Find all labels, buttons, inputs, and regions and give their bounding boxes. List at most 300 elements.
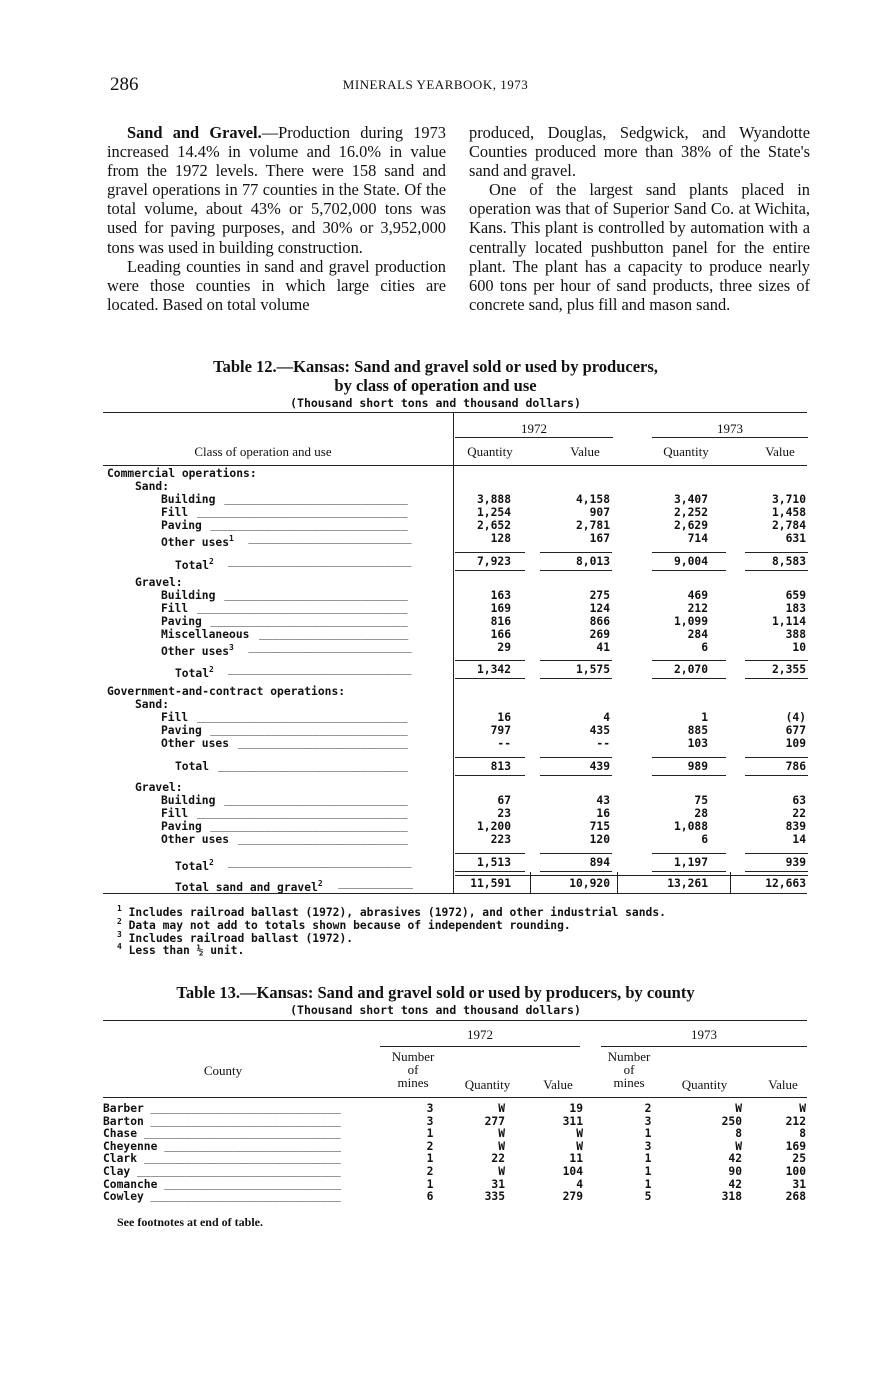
table-row-label bbox=[161, 533, 234, 549]
table-cell: 284 bbox=[687, 628, 708, 641]
column-heading: Value bbox=[543, 1077, 573, 1092]
table-row-label bbox=[161, 642, 234, 658]
sum-rule bbox=[540, 552, 612, 553]
table-cell: 1,575 bbox=[575, 663, 610, 676]
table-cell: 169 bbox=[490, 602, 511, 615]
table-row-label bbox=[175, 761, 209, 774]
leader-dots: _____________________________ bbox=[143, 1152, 341, 1165]
table-cell: 4 bbox=[576, 1177, 583, 1191]
row-label-text: Building bbox=[161, 589, 216, 602]
table-cell: 8,583 bbox=[771, 555, 806, 568]
table-cell: 4 bbox=[603, 711, 610, 724]
table-cell: 8 bbox=[735, 1127, 742, 1141]
table-cell: 11 bbox=[569, 1152, 583, 1166]
table-cell: 989 bbox=[687, 760, 708, 773]
row-label-text: Total bbox=[175, 558, 210, 572]
table-cell: 714 bbox=[687, 532, 708, 545]
table-row-label bbox=[161, 590, 215, 603]
table-row-label bbox=[107, 468, 257, 481]
table-cell: W bbox=[576, 1139, 583, 1153]
table-cell: 223 bbox=[490, 833, 511, 846]
table-cell: 269 bbox=[589, 628, 610, 641]
table-cell: 2,629 bbox=[673, 519, 708, 532]
column-heading: Quantity bbox=[681, 1077, 728, 1092]
sum-rule bbox=[455, 775, 525, 776]
sum-rule bbox=[540, 678, 612, 679]
leader-dots: _____________________________ bbox=[210, 615, 408, 627]
table-cell: 250 bbox=[721, 1114, 742, 1128]
county-name: Barton bbox=[103, 1114, 144, 1128]
footnote bbox=[117, 941, 244, 957]
column-heading-word: of bbox=[407, 1062, 419, 1077]
leader-dots: ____________________________ bbox=[150, 1102, 341, 1114]
table-cell: 16 bbox=[497, 711, 511, 724]
row-label-text: Other uses bbox=[161, 644, 230, 658]
table-cell: 31 bbox=[792, 1177, 806, 1191]
table-cell: 5 bbox=[644, 1190, 652, 1204]
column-heading: Value bbox=[570, 444, 600, 459]
text-column-left bbox=[107, 123, 446, 314]
row-label-text: Total sand and gravel bbox=[175, 880, 318, 894]
table-cell: 12,663 bbox=[765, 877, 806, 890]
table-row-label bbox=[161, 507, 188, 520]
table-cell: 2 bbox=[426, 1165, 434, 1178]
table-row-label bbox=[107, 686, 345, 699]
table-cell: 8 bbox=[799, 1127, 806, 1141]
year-heading: 1972 bbox=[521, 421, 547, 436]
section-heading: Sand and Gravel. bbox=[127, 123, 262, 142]
table-cell: (4) bbox=[785, 711, 806, 724]
column-divider bbox=[530, 872, 531, 893]
table-cell: 1,513 bbox=[476, 856, 511, 869]
table-cell: 1 bbox=[426, 1127, 434, 1141]
text-column-right bbox=[469, 123, 810, 314]
column-heading bbox=[380, 1050, 446, 1089]
year-heading: 1973 bbox=[717, 421, 743, 436]
table-cell: 816 bbox=[490, 615, 511, 628]
table-cell: -- bbox=[596, 737, 610, 750]
sum-rule bbox=[745, 552, 808, 553]
leader-dots: _____________________________ bbox=[210, 820, 408, 832]
sum-rule bbox=[540, 570, 612, 571]
table-cell: 23 bbox=[497, 807, 511, 820]
column-heading-word: mines bbox=[397, 1075, 429, 1090]
leader-dots: ______________________ bbox=[258, 628, 409, 640]
footnote-mark: 4 bbox=[117, 942, 122, 951]
table-cell: 25 bbox=[792, 1152, 806, 1166]
table-cell: 29 bbox=[497, 641, 511, 654]
sum-rule bbox=[455, 552, 525, 553]
table-cell: 631 bbox=[785, 532, 806, 545]
paragraph-text: —Production during 1973 increased 14.4% in volume and 16.0% in value from the 1972 levels. There were 158 sand and gravel operations in 77 counties in the State. Of the total volume, about 43% or 5,702,000 tons was used for paving purposes, and 30% or 3,952,000 tons was used in building construction. bbox=[107, 123, 446, 257]
table-cell: 3 bbox=[426, 1114, 434, 1128]
table-cell: 275 bbox=[589, 589, 610, 602]
year-heading: 1973 bbox=[691, 1027, 717, 1042]
leader-dots: _________________________ bbox=[238, 833, 409, 845]
leader-dots: ___________ bbox=[338, 877, 414, 889]
leader-dots: ___________________________ bbox=[224, 493, 408, 505]
table-cell: 9,004 bbox=[673, 555, 708, 568]
paragraph: produced, Douglas, Sedgwick, and Wyandotte Counties produced more than 38% of the State's sand and gravel. bbox=[469, 123, 810, 181]
table-cell: 2,652 bbox=[476, 519, 511, 532]
table12-top-rule bbox=[103, 412, 807, 413]
row-label-text: Total bbox=[175, 760, 210, 773]
row-label-text: Sand: bbox=[135, 480, 170, 493]
county-name: Comanche bbox=[103, 1177, 158, 1191]
footnote-ref: 3 bbox=[229, 643, 234, 652]
leader-dots: ____________________________ bbox=[217, 760, 408, 772]
column-divider bbox=[617, 872, 618, 893]
county-name: Chase bbox=[103, 1127, 138, 1141]
footnote-ref: 2 bbox=[209, 557, 214, 566]
leader-dots: __________________________ bbox=[164, 1177, 342, 1190]
table-cell: 67 bbox=[497, 794, 511, 807]
leader-dots: _____________________________ bbox=[210, 724, 408, 736]
table13-title: Table 13.—Kansas: Sand and gravel sold or used by producers, by county bbox=[176, 983, 695, 1002]
table-cell: 13,261 bbox=[667, 877, 708, 890]
sum-rule bbox=[745, 570, 808, 571]
table-cell: W bbox=[498, 1139, 505, 1153]
table-row-label bbox=[135, 577, 183, 590]
leader-dots: ___________________________ bbox=[224, 794, 408, 806]
row-label-text: Government-and-contract operations: bbox=[107, 685, 346, 698]
table-row-label bbox=[135, 481, 169, 494]
table-cell: 75 bbox=[694, 794, 708, 807]
table-cell: 109 bbox=[785, 737, 806, 750]
paragraph: Leading counties in sand and gravel production were those counties in which large cities are located. Based on total volume bbox=[107, 256, 446, 314]
table13-top-rule bbox=[103, 1020, 807, 1021]
see-footnotes-note: See footnotes at end of table. bbox=[117, 1215, 263, 1229]
table-row-label bbox=[161, 808, 188, 821]
row-label-text: Other uses bbox=[161, 833, 230, 846]
paragraph: One of the largest sand plants placed in operation was that of Superior Sand Co. at Wichita, Kans. This plant is controlled by automation with a centrally located pushbutton panel for the entire plant. The plant has a capacity to produce nearly 600 tons per hour of sand products, three sizes of concrete sand, plus fill and mason sand. bbox=[469, 180, 810, 314]
table-cell: 659 bbox=[785, 589, 806, 602]
sum-rule bbox=[652, 678, 726, 679]
table-cell: W bbox=[498, 1165, 505, 1178]
table-cell: 3 bbox=[644, 1114, 652, 1128]
sum-rule bbox=[540, 775, 612, 776]
table-cell: 3,710 bbox=[771, 493, 806, 506]
table13-subtitle: (Thousand short tons and thousand dollars) bbox=[290, 1003, 581, 1017]
footnote-text: Includes railroad ballast (1972), abrasives (1972), and other industrial sands. bbox=[121, 905, 666, 919]
row-label-text: Paving bbox=[161, 615, 202, 628]
sum-rule bbox=[652, 775, 726, 776]
table-row-label bbox=[135, 699, 169, 712]
table-cell: 1 bbox=[426, 1152, 434, 1166]
table-cell: 715 bbox=[589, 820, 610, 833]
table-cell: 1,197 bbox=[673, 856, 708, 869]
table-cell: 11,591 bbox=[470, 877, 511, 890]
table-cell: W bbox=[735, 1102, 742, 1115]
table-cell: 1,099 bbox=[673, 615, 708, 628]
table-cell: 1,114 bbox=[771, 615, 806, 628]
paragraph bbox=[107, 123, 446, 257]
table13-header-rule bbox=[103, 1097, 807, 1098]
sum-rule bbox=[540, 660, 612, 661]
sum-rule bbox=[455, 678, 525, 679]
table-row-label bbox=[175, 878, 323, 894]
table-cell: 4,158 bbox=[575, 493, 610, 506]
sum-rule bbox=[455, 660, 525, 661]
table-cell: 1 bbox=[701, 711, 708, 724]
table-cell: 1,200 bbox=[476, 820, 511, 833]
footnote-ref: 2 bbox=[317, 879, 323, 888]
table-cell: 677 bbox=[785, 724, 806, 737]
footnote-text: Less than ½ unit. bbox=[121, 943, 245, 957]
table-cell: 1,088 bbox=[673, 820, 708, 833]
row-label-text: Fill bbox=[161, 807, 189, 820]
table-cell: 2 bbox=[426, 1139, 434, 1153]
sum-rule bbox=[455, 570, 525, 571]
footnote-mark: 2 bbox=[117, 917, 122, 926]
row-label-text: Total bbox=[175, 859, 210, 873]
table-cell: 10 bbox=[792, 641, 806, 654]
year-rule bbox=[652, 437, 808, 438]
table12-subtitle: (Thousand short tons and thousand dollars) bbox=[290, 396, 581, 410]
sum-rule bbox=[652, 853, 726, 854]
leader-dots: _______________________________ bbox=[196, 807, 408, 819]
column-heading-word: mines bbox=[613, 1075, 645, 1090]
footnote-mark: 3 bbox=[117, 930, 122, 939]
table-cell: 1 bbox=[644, 1177, 652, 1191]
table-cell: 22 bbox=[491, 1152, 505, 1166]
row-label-text: Fill bbox=[161, 602, 189, 615]
table-cell: 31 bbox=[491, 1177, 505, 1191]
table-cell: 120 bbox=[589, 833, 610, 846]
year-rule bbox=[380, 1046, 580, 1047]
leader-dots: _______________________________ bbox=[196, 602, 408, 614]
table-cell: 1 bbox=[644, 1127, 652, 1141]
table-row-label bbox=[175, 857, 214, 873]
table-cell: 311 bbox=[562, 1114, 583, 1128]
table-cell: 104 bbox=[562, 1165, 583, 1178]
table-cell: 10,920 bbox=[569, 877, 610, 890]
table-cell: 894 bbox=[589, 856, 610, 869]
table-cell: 1 bbox=[644, 1152, 652, 1166]
county-name: Cowley bbox=[103, 1190, 144, 1204]
footnote-ref: 2 bbox=[209, 858, 214, 867]
table-cell: 8,013 bbox=[575, 555, 610, 568]
leader-dots: ________________________ bbox=[248, 532, 412, 544]
row-label-text: Paving bbox=[161, 724, 202, 737]
column-heading: Quantity bbox=[663, 444, 709, 459]
leader-dots: ___________________________ bbox=[227, 856, 412, 868]
leader-dots: _________________________ bbox=[238, 737, 409, 749]
table-row-label bbox=[161, 603, 188, 616]
table-cell: 939 bbox=[785, 856, 806, 869]
county-name: Cheyenne bbox=[103, 1139, 158, 1153]
table-row-label bbox=[161, 494, 215, 507]
table-cell: 169 bbox=[785, 1139, 806, 1153]
sum-rule bbox=[540, 853, 612, 854]
table-cell: 3,407 bbox=[673, 493, 708, 506]
table-cell: 2,784 bbox=[771, 519, 806, 532]
table-cell: 6 bbox=[701, 833, 708, 846]
table-cell: 3,888 bbox=[476, 493, 511, 506]
sum-rule bbox=[652, 871, 726, 872]
table-cell: 786 bbox=[785, 760, 806, 773]
table12-bottom-rule bbox=[103, 893, 807, 894]
leader-dots: ____________________________ bbox=[150, 1190, 341, 1203]
column-heading: County bbox=[203, 1063, 243, 1078]
sum-rule bbox=[540, 757, 612, 758]
table-cell: 1,458 bbox=[771, 506, 806, 519]
table-cell: 167 bbox=[589, 532, 610, 545]
footnote-text: Data may not add to totals shown because of independent rounding. bbox=[121, 918, 571, 932]
table-cell: 63 bbox=[792, 794, 806, 807]
table-cell: 2,252 bbox=[673, 506, 708, 519]
column-heading-word: Number bbox=[607, 1049, 651, 1064]
table-cell: 318 bbox=[721, 1190, 742, 1204]
column-heading: Class of operation and use bbox=[194, 444, 332, 459]
table-cell: W bbox=[498, 1127, 505, 1141]
county-name: Barber bbox=[103, 1102, 144, 1115]
table-row-label bbox=[161, 821, 202, 834]
table-cell: 388 bbox=[785, 628, 806, 641]
table-cell: 2,781 bbox=[575, 519, 610, 532]
table-cell: 103 bbox=[687, 737, 708, 750]
leader-dots: _____________________________ bbox=[143, 1127, 341, 1140]
table-cell: 128 bbox=[490, 532, 511, 545]
table-row-label bbox=[161, 520, 202, 533]
table-cell: 41 bbox=[596, 641, 610, 654]
table-cell: W bbox=[735, 1139, 742, 1153]
column-heading: Quantity bbox=[464, 1077, 511, 1092]
footnote-mark: 1 bbox=[117, 904, 122, 913]
table-cell: 279 bbox=[562, 1190, 583, 1204]
leader-dots: __________________________ bbox=[164, 1139, 342, 1152]
table-cell: 6 bbox=[426, 1190, 434, 1204]
county-name: Clark bbox=[103, 1152, 138, 1166]
leader-dots: ________________________ bbox=[248, 641, 412, 653]
table-cell: 866 bbox=[589, 615, 610, 628]
table-cell: 124 bbox=[589, 602, 610, 615]
leader-dots: _______________________________ bbox=[196, 506, 408, 518]
table-cell: 268 bbox=[785, 1190, 806, 1204]
footnote-ref: 1 bbox=[229, 534, 234, 543]
table-cell: 212 bbox=[687, 602, 708, 615]
table-cell: W bbox=[799, 1102, 806, 1115]
table-cell: 43 bbox=[596, 794, 610, 807]
table-row-label bbox=[161, 834, 229, 847]
row-label-text: Sand: bbox=[135, 698, 170, 711]
table12-title-line1: Table 12.—Kansas: Sand and gravel sold or used by producers, bbox=[213, 357, 658, 376]
table-cell: W bbox=[498, 1102, 505, 1115]
table-cell: 1 bbox=[644, 1165, 652, 1178]
row-label-text: Commercial operations: bbox=[107, 467, 257, 480]
county-name: Clay bbox=[103, 1165, 131, 1178]
row-label-text: Other uses bbox=[161, 737, 230, 750]
table-cell: 439 bbox=[589, 760, 610, 773]
table-cell: 2,070 bbox=[673, 663, 708, 676]
table-cell: 1 bbox=[426, 1177, 434, 1191]
sum-rule bbox=[652, 660, 726, 661]
table-cell: 797 bbox=[490, 724, 511, 737]
row-label-text: Fill bbox=[161, 506, 189, 519]
table12-title-line2: by class of operation and use bbox=[334, 376, 537, 395]
column-heading-word: Number bbox=[391, 1049, 435, 1064]
column-heading bbox=[596, 1050, 662, 1089]
table-cell: 2 bbox=[644, 1102, 652, 1115]
row-label-text: Paving bbox=[161, 820, 202, 833]
row-label-text: Miscellaneous bbox=[161, 628, 250, 641]
row-label-text: Paving bbox=[161, 519, 202, 532]
table-cell: 14 bbox=[792, 833, 806, 846]
sum-rule bbox=[745, 757, 808, 758]
table-cell: 100 bbox=[785, 1165, 806, 1178]
column-heading-word: of bbox=[623, 1062, 635, 1077]
column-divider bbox=[453, 412, 454, 893]
table-cell: 16 bbox=[596, 807, 610, 820]
table-cell: W bbox=[576, 1127, 583, 1141]
table-cell: 2,355 bbox=[771, 663, 806, 676]
year-rule bbox=[601, 1046, 807, 1047]
row-label-text: Total bbox=[175, 666, 210, 680]
row-label-text: Building bbox=[161, 493, 216, 506]
table-cell: 335 bbox=[484, 1190, 505, 1204]
row-label-text: Gravel: bbox=[135, 781, 183, 794]
table-cell: 28 bbox=[694, 807, 708, 820]
leader-dots: ____________________________ bbox=[150, 1114, 341, 1127]
row-label-text: Gravel: bbox=[135, 576, 183, 589]
sum-rule bbox=[540, 871, 612, 872]
leader-dots: ______________________________ bbox=[136, 1165, 341, 1177]
column-divider bbox=[730, 872, 731, 893]
row-label-text: Other uses bbox=[161, 535, 230, 549]
table-cell: 907 bbox=[589, 506, 610, 519]
running-title: MINERALS YEARBOOK, 1973 bbox=[342, 77, 529, 92]
footnote-ref: 2 bbox=[209, 665, 214, 674]
table-cell: 3 bbox=[426, 1102, 434, 1115]
table-cell: 7,923 bbox=[476, 555, 511, 568]
table-cell: 839 bbox=[785, 820, 806, 833]
table-row-label bbox=[175, 556, 214, 572]
table-row-label bbox=[161, 629, 249, 642]
year-rule bbox=[455, 437, 613, 438]
table-row-label bbox=[161, 616, 202, 629]
table-cell: 212 bbox=[785, 1114, 806, 1128]
table12-header-rule bbox=[103, 465, 807, 466]
table-cell: -- bbox=[497, 737, 511, 750]
column-heading: Quantity bbox=[467, 444, 513, 459]
table-cell: 22 bbox=[792, 807, 806, 820]
table-cell: 885 bbox=[687, 724, 708, 737]
year-heading: 1972 bbox=[467, 1027, 493, 1042]
table-cell: 435 bbox=[589, 724, 610, 737]
leader-dots: ___________________________ bbox=[227, 555, 412, 567]
sum-rule bbox=[652, 570, 726, 571]
table-cell: 1,342 bbox=[476, 663, 511, 676]
table-row-label bbox=[161, 725, 202, 738]
sum-rule bbox=[745, 775, 808, 776]
sum-rule bbox=[652, 757, 726, 758]
table-cell: 166 bbox=[490, 628, 511, 641]
row-label-text: Building bbox=[161, 794, 216, 807]
table-cell: 277 bbox=[484, 1114, 505, 1128]
page-number: 286 bbox=[110, 74, 139, 95]
sum-rule bbox=[455, 875, 808, 876]
table-cell: 3 bbox=[644, 1139, 652, 1153]
sum-rule bbox=[745, 678, 808, 679]
table-cell: 42 bbox=[728, 1152, 742, 1166]
table-cell: 1,254 bbox=[476, 506, 511, 519]
table-cell: 183 bbox=[785, 602, 806, 615]
footnote-text: Includes railroad ballast (1972). bbox=[121, 931, 354, 945]
table-cell: 6 bbox=[701, 641, 708, 654]
table-cell: 469 bbox=[687, 589, 708, 602]
column-heading: Value bbox=[768, 1077, 798, 1092]
sum-rule bbox=[652, 552, 726, 553]
